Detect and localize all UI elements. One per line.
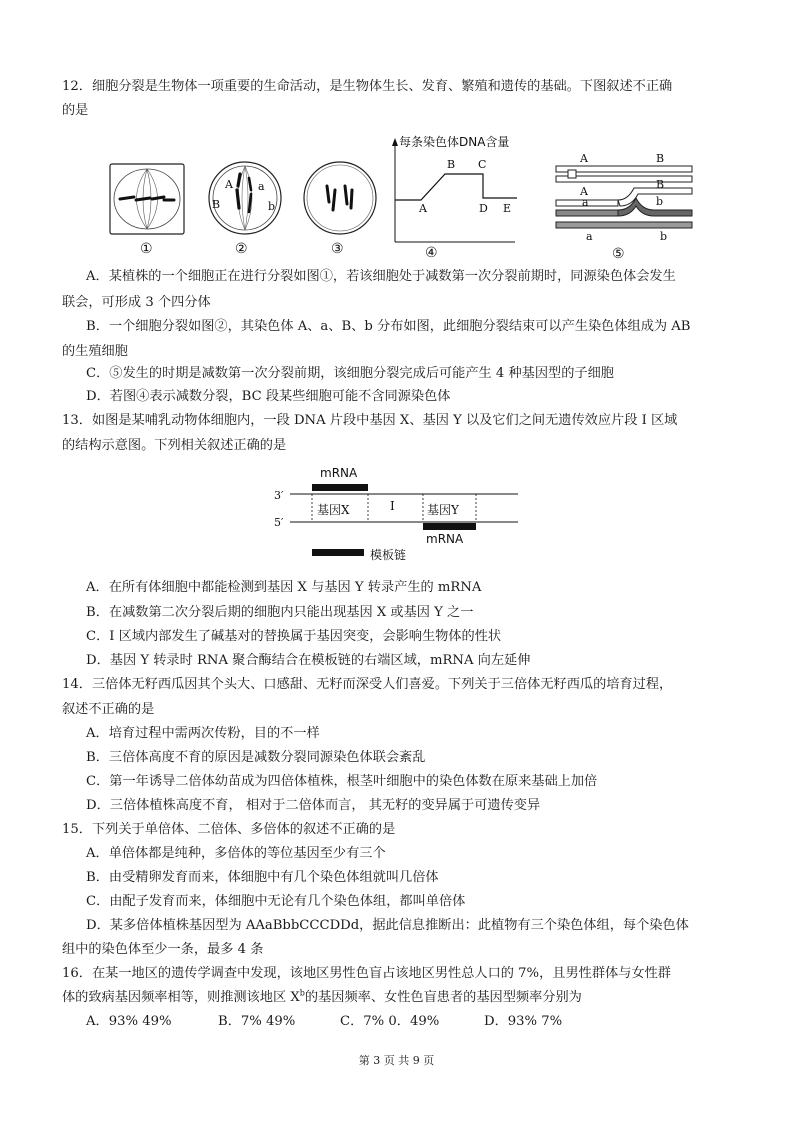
q13-gene-x-label: 基因X xyxy=(317,503,350,517)
q12-figure-2-label-b: b xyxy=(268,200,276,213)
q12-figure-1 xyxy=(106,160,188,260)
q12-option-d: D．若图④表示减数分裂，BC 段某些细胞可能不含同源染色体 xyxy=(86,389,451,404)
q16-stem-line-2-pre: 体的致病基因频率相等，则推测该地区 X xyxy=(62,990,300,1005)
q12-figure-4-point-C: C xyxy=(478,158,487,171)
q16-superscript-b: b xyxy=(299,988,305,998)
q13-region-i-label: I xyxy=(390,499,395,513)
q14-option-a: A．培育过程中需两次传粉，目的不一样 xyxy=(86,726,320,741)
q13-mrna-bottom-label: mRNA xyxy=(426,532,464,546)
q15-option-c: C．由配子发育而来，体细胞中无论有几个染色体组，都叫单倍体 xyxy=(86,894,466,909)
q12-figure-4-point-A: A xyxy=(419,202,427,215)
q12-figure-4-point-B: B xyxy=(447,158,456,171)
q15-option-b: B．由受精卵发育而来，体细胞中有几个染色体组就叫几倍体 xyxy=(86,870,439,885)
q12-figure-5-label-a1: a xyxy=(582,196,589,209)
q12-figure-4-chart xyxy=(387,130,527,260)
q16-option-b: B．7% 49% xyxy=(218,1014,296,1029)
q14-option-d: D．三倍体植株高度不育， 相对于二倍体而言， 其无籽的变异属于可遗传变异 xyxy=(86,798,541,813)
q12-option-b-line-2: 的生殖细胞 xyxy=(62,344,128,359)
q12-figure-5-label-a2: a xyxy=(586,230,593,243)
q14-stem-line-2: 叙述不正确的是 xyxy=(62,702,155,717)
q12-figure-5 xyxy=(550,148,700,260)
q12-figure-5-label: ⑤ xyxy=(612,246,625,260)
q12-figure-3 xyxy=(297,156,383,260)
q12-figure-1-label: ① xyxy=(140,241,153,257)
q13-option-a: A．在所有体细胞中都能检测到基因 X 与基因 Y 转录产生的 mRNA xyxy=(86,580,482,595)
page-footer: 第 3 页 共 9 页 xyxy=(358,1054,435,1067)
q14-option-c: C．第一年诱导二倍体幼苗成为四倍体植株，根茎叶细胞中的染色体数在原来基础上加倍 xyxy=(86,774,598,789)
q12-figure-5-label-A1: A xyxy=(580,152,588,165)
q13-template-legend-label: 模板链 xyxy=(370,548,407,562)
q13-template-legend-swatch xyxy=(312,549,364,556)
q12-figure-2-label-B: B xyxy=(212,198,221,211)
q12-figure-2-label-A: A xyxy=(225,178,233,191)
q12-figure-5-label-b2: b xyxy=(660,230,668,243)
q13-stem-line-1: 13．如图是某哺乳动物体细胞内，一段 DNA 片段中基因 X、基因 Y 以及它们之间无遗传效应片段 I 区域 xyxy=(62,413,678,428)
q15-option-a: A．单倍体都是纯种，多倍体的等位基因至少有三个 xyxy=(86,846,386,861)
q16-stem-line-1: 16．在某一地区的遗传学调查中发现，该地区男性色盲占该地区男性总人口的 7%，且男性群体与女性群 xyxy=(62,966,671,981)
q13-stem-line-2: 的结构示意图。下列相关叙述正确的是 xyxy=(62,438,287,453)
q13-five-prime-label: 5′ xyxy=(274,516,284,529)
q13-option-b: B．在减数第二次分裂后期的细胞内只能出现基因 X 或基因 Y 之一 xyxy=(86,605,474,620)
q12-figure-2 xyxy=(203,156,287,260)
q13-mrna-top-label: mRNA xyxy=(320,466,358,480)
q12-figure-4-point-D: D xyxy=(479,202,488,215)
q12-figure-4-label: ④ xyxy=(425,245,438,260)
q12-figure-5-label-A2: A xyxy=(580,185,588,198)
q16-option-d: D．93% 7% xyxy=(484,1014,563,1029)
q13-three-prime-label: 3′ xyxy=(274,489,284,502)
q12-figure-2-label-a: a xyxy=(258,180,265,193)
q15-option-d-line-1: D．某多倍体植株基因型为 AAaBbbCCCDDd，据此信息推断出：此植物有三个染色体组，每个染色体 xyxy=(86,918,689,933)
q12-stem-line-1: 12．细胞分裂是生物体一项重要的生命活动，是生物体生长、发育、繁殖和遗传的基础。下图叙述不正确 xyxy=(62,79,673,94)
q16-option-a: A．93% 49% xyxy=(86,1014,172,1029)
q16-option-c: C．7% 0．49% xyxy=(340,1014,440,1029)
q12-option-c: C．⑤发生的时期是减数第一次分裂前期，该细胞分裂完成后可能产生 4 种基因型的子细胞 xyxy=(86,366,614,381)
q13-option-d: D．基因 Y 转录时 RNA 聚合酶结合在模板链的右端区域，mRNA 向左延伸 xyxy=(86,653,531,668)
q15-option-d-line-2: 组中的染色体至少一条，最多 4 条 xyxy=(62,942,264,957)
q12-figure-2-label: ② xyxy=(235,241,248,257)
q12-option-a-line-2: 联会，可形成 3 个四分体 xyxy=(62,295,211,310)
q16-stem-line-2-post: 的基因频率、女性色盲患者的基因型频率分别为 xyxy=(304,990,582,1005)
q12-stem-line-2: 的是 xyxy=(62,103,89,118)
q12-figure-4-ylabel: 每条染色体DNA含量 xyxy=(399,135,510,149)
q12-figure-3-label: ③ xyxy=(331,241,344,257)
q12-option-b-line-1: B．一个细胞分裂如图②，其染色体 A、a、B、b 分布如图，此细胞分裂结束可以产生染色体组成为 AB xyxy=(86,319,691,334)
q13-gene-y-label: 基因Y xyxy=(427,503,459,517)
q12-figure-5-label-B1: B xyxy=(656,152,665,165)
q12-figure-5-label-B2: B xyxy=(656,178,665,191)
q15-stem: 15．下列关于单倍体、二倍体、多倍体的叙述不正确的是 xyxy=(62,822,396,837)
q12-figure-4-point-E: E xyxy=(503,202,512,215)
q14-stem-line-1: 14．三倍体无籽西瓜因其个头大、口感甜、无籽而深受人们喜爱。下列关于三倍体无籽西瓜的培育过程， xyxy=(62,677,673,692)
q14-option-b: B．三倍体高度不育的原因是减数分裂同源染色体联会紊乱 xyxy=(86,750,426,765)
q12-option-a-line-1: A．某植株的一个细胞正在进行分裂如图①，若该细胞处于减数第一次分裂前期时，同源染色体会发生 xyxy=(86,269,676,284)
q13-dna-diagram xyxy=(270,462,530,570)
q12-figure-5-label-b1: b xyxy=(656,195,664,208)
q16-stem-line-2 xyxy=(62,988,582,1008)
q13-option-c: C．I 区域内部发生了碱基对的替换属于基因突变，会影响生物体的性状 xyxy=(86,629,502,644)
